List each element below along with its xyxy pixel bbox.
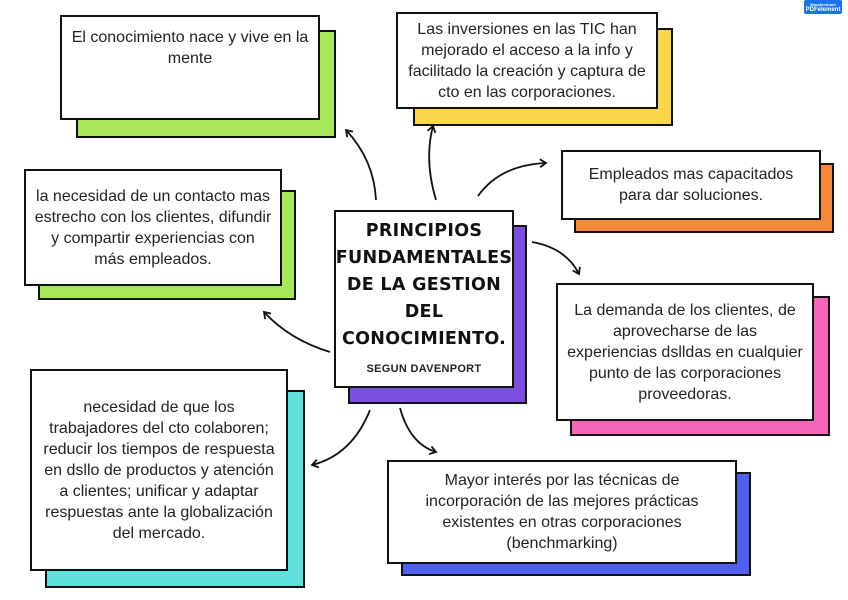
- card-text: Las inversiones en las TIC han mejorado el acceso a la info y facilitado la creación y captura de cto en las corporaciones.: [396, 12, 658, 109]
- central-topic: [334, 210, 514, 388]
- arrow-to-mind: [346, 130, 376, 200]
- arrow-to-employees: [478, 163, 546, 196]
- arrow-to-contact: [264, 312, 330, 352]
- card-text: La demanda de los clientes, de aprovecharse de las experiencias dslldas en cualquier punto de las corporaciones proveedoras.: [556, 283, 814, 421]
- card-text: necesidad de que los trabajadores del cto colaboren; reducir los tiempos de respuesta en dsllo de productos y atención a clientes; unificar y adaptar respuestas ante la globalización del mercado.: [30, 369, 288, 571]
- logo-line-2: PDFelement: [805, 6, 841, 13]
- arrow-to-benchmark: [400, 408, 436, 452]
- logo-line-1: Wondershare: [810, 1, 836, 7]
- arrow-to-demand: [532, 242, 579, 274]
- arrow-to-workers: [312, 410, 370, 465]
- central-topic-subtitle: SEGUN DAVENPORT: [366, 363, 482, 375]
- card-text: la necesidad de un contacto mas estrecho con los clientes, difundir y compartir experiencias con más empleados.: [24, 169, 282, 286]
- pdfelement-logo: [804, 0, 842, 14]
- central-topic-title: PRINCIPIOS FUNDAMENTALES DE LA GESTION DEL CONOCIMIENTO.: [335, 221, 513, 349]
- card-text: Empleados mas capacitados para dar soluciones.: [561, 150, 821, 220]
- card-text: El conocimiento nace y vive en la mente: [60, 15, 320, 120]
- arrow-to-tic: [429, 126, 436, 200]
- card-text: Mayor interés por las técnicas de incorporación de las mejores prácticas existentes en otras corporaciones (benchmarking): [387, 460, 737, 564]
